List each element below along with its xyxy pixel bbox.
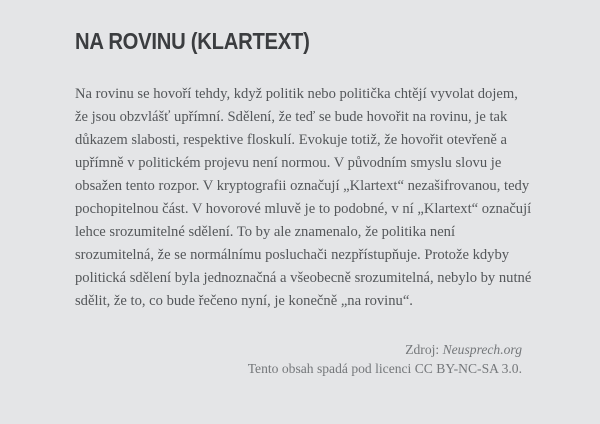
license-line: Tento obsah spadá pod licenci CC BY-NC-SA 3.0. — [247, 360, 522, 376]
source-line — [75, 341, 522, 360]
page-title: NA ROVINU (KLARTEXT) — [75, 28, 310, 54]
definition-text: Na rovinu se hovoří tehdy, když politik nebo politička chtějí vyvolat dojem, že jsou obzvlášť upřímní. Sdělení, že teď se bude hovořit na rovinu, je tak důkazem slabosti, respektive floskulí. Evokuje totiž, že hovořit otevřeně a upřímně v politickém projevu není normou. V původním smyslu slovu je obsažen tento rozpor. V kryptografii označují „Klartext“ nezašifrovanou, tedy pochopitelnou část. V hovorové mluvě je to podobné, v ní „Klartext“ označují lehce srozumitelné sdělení. To by ale znamenalo, že politika není srozumitelná, že se normálnímu posluchači nezpřístupňuje. Protože kdyby politická sdělení byla jednoznačná a všeobecně srozumitelná, nebylo by nutné sdělit, že to, co bude řečeno nyní, je konečně „na rovinu“. — [75, 86, 532, 309]
footer — [75, 341, 522, 378]
source-label: Zdroj: — [405, 342, 443, 357]
source-name: Neusprech.org — [442, 342, 522, 357]
